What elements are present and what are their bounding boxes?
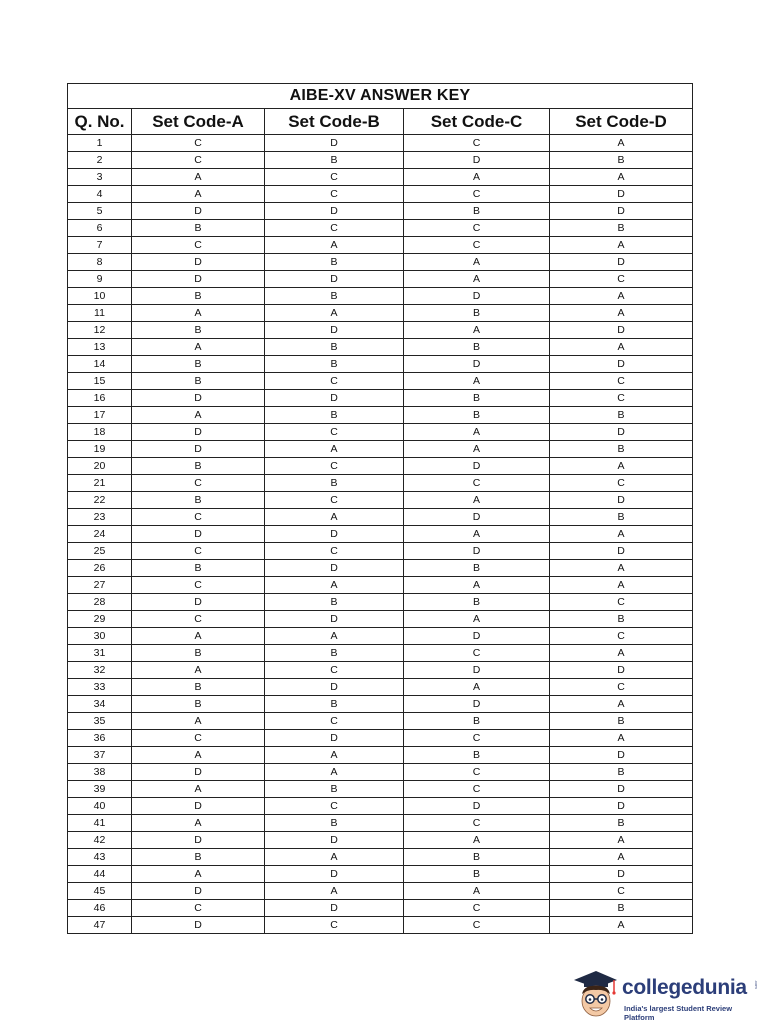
cell-set-a: B bbox=[132, 220, 265, 237]
cell-set-b: D bbox=[265, 866, 404, 883]
cell-set-b: D bbox=[265, 832, 404, 849]
cell-set-a: B bbox=[132, 560, 265, 577]
cell-set-a: A bbox=[132, 407, 265, 424]
cell-q-no: 22 bbox=[68, 492, 132, 509]
cell-set-b: D bbox=[265, 900, 404, 917]
cell-set-b: D bbox=[265, 135, 404, 152]
table-row bbox=[68, 271, 693, 288]
cell-set-d: B bbox=[550, 407, 693, 424]
cell-set-d: D bbox=[550, 322, 693, 339]
cell-q-no: 19 bbox=[68, 441, 132, 458]
cell-set-c: C bbox=[404, 475, 550, 492]
cell-set-d: A bbox=[550, 237, 693, 254]
cell-set-b: C bbox=[265, 186, 404, 203]
cell-set-d: A bbox=[550, 832, 693, 849]
cell-set-a: D bbox=[132, 203, 265, 220]
cell-set-b: A bbox=[265, 509, 404, 526]
header-row bbox=[68, 109, 693, 135]
table-row bbox=[68, 203, 693, 220]
cell-set-c: C bbox=[404, 764, 550, 781]
cell-q-no: 44 bbox=[68, 866, 132, 883]
cell-set-b: A bbox=[265, 628, 404, 645]
cell-set-c: A bbox=[404, 577, 550, 594]
cell-set-c: A bbox=[404, 373, 550, 390]
cell-set-d: C bbox=[550, 594, 693, 611]
cell-set-a: B bbox=[132, 458, 265, 475]
cell-set-c: A bbox=[404, 322, 550, 339]
cell-q-no: 15 bbox=[68, 373, 132, 390]
cell-q-no: 4 bbox=[68, 186, 132, 203]
cell-set-d: A bbox=[550, 560, 693, 577]
table-row bbox=[68, 900, 693, 917]
table-row bbox=[68, 815, 693, 832]
title-row bbox=[68, 84, 693, 109]
cell-set-b: B bbox=[265, 475, 404, 492]
cell-set-a: B bbox=[132, 679, 265, 696]
cell-set-d: D bbox=[550, 798, 693, 815]
cell-set-b: C bbox=[265, 662, 404, 679]
table-row bbox=[68, 356, 693, 373]
cell-set-d: B bbox=[550, 815, 693, 832]
cell-q-no: 10 bbox=[68, 288, 132, 305]
cell-set-a: C bbox=[132, 900, 265, 917]
cell-q-no: 29 bbox=[68, 611, 132, 628]
cell-q-no: 3 bbox=[68, 169, 132, 186]
cell-set-d: D bbox=[550, 254, 693, 271]
cell-set-c: A bbox=[404, 611, 550, 628]
table-row bbox=[68, 390, 693, 407]
cell-set-a: C bbox=[132, 152, 265, 169]
cell-set-a: C bbox=[132, 577, 265, 594]
cell-set-b: B bbox=[265, 696, 404, 713]
cell-set-a: D bbox=[132, 798, 265, 815]
table-row bbox=[68, 577, 693, 594]
cell-set-b: B bbox=[265, 781, 404, 798]
cell-set-a: C bbox=[132, 475, 265, 492]
cell-set-a: D bbox=[132, 441, 265, 458]
cell-set-d: D bbox=[550, 747, 693, 764]
cell-set-a: D bbox=[132, 254, 265, 271]
cell-set-c: D bbox=[404, 288, 550, 305]
cell-q-no: 5 bbox=[68, 203, 132, 220]
answer-rows bbox=[68, 135, 693, 934]
table-title: AIBE-XV ANSWER KEY bbox=[68, 84, 693, 109]
cell-set-a: A bbox=[132, 781, 265, 798]
table-row bbox=[68, 526, 693, 543]
cell-set-a: A bbox=[132, 815, 265, 832]
cell-q-no: 23 bbox=[68, 509, 132, 526]
cell-q-no: 25 bbox=[68, 543, 132, 560]
header-set-a: Set Code-A bbox=[132, 109, 265, 135]
cell-q-no: 16 bbox=[68, 390, 132, 407]
table-row bbox=[68, 781, 693, 798]
cell-set-a: A bbox=[132, 747, 265, 764]
cell-set-c: C bbox=[404, 135, 550, 152]
cell-q-no: 6 bbox=[68, 220, 132, 237]
cell-set-d: D bbox=[550, 662, 693, 679]
cell-set-a: A bbox=[132, 186, 265, 203]
cell-set-a: B bbox=[132, 645, 265, 662]
table-row bbox=[68, 492, 693, 509]
cell-set-b: B bbox=[265, 152, 404, 169]
brand-name: collegedunia bbox=[622, 976, 747, 999]
cell-set-d: A bbox=[550, 169, 693, 186]
cell-set-a: C bbox=[132, 730, 265, 747]
header-set-d: Set Code-D bbox=[550, 109, 693, 135]
cell-set-c: D bbox=[404, 509, 550, 526]
cell-set-c: B bbox=[404, 407, 550, 424]
cell-set-b: B bbox=[265, 645, 404, 662]
cell-set-a: D bbox=[132, 883, 265, 900]
table-row bbox=[68, 458, 693, 475]
cell-set-d: D bbox=[550, 866, 693, 883]
cell-q-no: 38 bbox=[68, 764, 132, 781]
cell-set-a: A bbox=[132, 628, 265, 645]
table-row bbox=[68, 407, 693, 424]
cell-set-b: D bbox=[265, 322, 404, 339]
cell-set-b: C bbox=[265, 373, 404, 390]
cell-set-a: C bbox=[132, 135, 265, 152]
cell-set-b: B bbox=[265, 594, 404, 611]
cell-set-d: D bbox=[550, 424, 693, 441]
cell-set-a: B bbox=[132, 849, 265, 866]
cell-set-b: D bbox=[265, 526, 404, 543]
cell-set-a: B bbox=[132, 356, 265, 373]
table-row bbox=[68, 832, 693, 849]
cell-set-a: D bbox=[132, 271, 265, 288]
cell-set-d: A bbox=[550, 696, 693, 713]
cell-set-c: D bbox=[404, 458, 550, 475]
cell-q-no: 37 bbox=[68, 747, 132, 764]
cell-set-a: A bbox=[132, 662, 265, 679]
table-row bbox=[68, 662, 693, 679]
answer-key-table bbox=[67, 83, 693, 934]
cell-set-c: A bbox=[404, 883, 550, 900]
cell-set-d: B bbox=[550, 441, 693, 458]
cell-set-d: B bbox=[550, 220, 693, 237]
collegedunia-logo bbox=[570, 968, 760, 1020]
cell-set-a: B bbox=[132, 492, 265, 509]
cell-set-c: C bbox=[404, 645, 550, 662]
cell-q-no: 31 bbox=[68, 645, 132, 662]
cell-set-d: A bbox=[550, 577, 693, 594]
cell-set-c: C bbox=[404, 186, 550, 203]
cell-q-no: 41 bbox=[68, 815, 132, 832]
cell-set-b: C bbox=[265, 798, 404, 815]
cell-set-b: D bbox=[265, 271, 404, 288]
cell-q-no: 11 bbox=[68, 305, 132, 322]
cell-q-no: 17 bbox=[68, 407, 132, 424]
table-row bbox=[68, 611, 693, 628]
cell-set-b: A bbox=[265, 441, 404, 458]
cell-set-b: B bbox=[265, 407, 404, 424]
cell-set-a: B bbox=[132, 322, 265, 339]
cell-set-d: A bbox=[550, 288, 693, 305]
cell-q-no: 43 bbox=[68, 849, 132, 866]
cell-set-d: A bbox=[550, 526, 693, 543]
brand-tagline: India's largest Student Review Platform bbox=[624, 1004, 733, 1022]
cell-set-c: D bbox=[404, 152, 550, 169]
table-row bbox=[68, 747, 693, 764]
cell-set-c: B bbox=[404, 849, 550, 866]
cell-set-b: A bbox=[265, 577, 404, 594]
cell-set-d: B bbox=[550, 764, 693, 781]
cell-q-no: 21 bbox=[68, 475, 132, 492]
cell-set-d: B bbox=[550, 900, 693, 917]
cell-set-a: B bbox=[132, 288, 265, 305]
cell-q-no: 13 bbox=[68, 339, 132, 356]
cell-set-b: B bbox=[265, 339, 404, 356]
brand-suffix: .com bbox=[754, 980, 759, 989]
cell-set-c: A bbox=[404, 441, 550, 458]
cell-set-d: C bbox=[550, 390, 693, 407]
cell-set-c: B bbox=[404, 339, 550, 356]
cell-set-d: D bbox=[550, 186, 693, 203]
cell-set-d: A bbox=[550, 339, 693, 356]
cell-set-d: A bbox=[550, 730, 693, 747]
cell-set-a: D bbox=[132, 917, 265, 934]
cell-set-c: A bbox=[404, 424, 550, 441]
cell-set-c: C bbox=[404, 815, 550, 832]
cell-set-b: D bbox=[265, 390, 404, 407]
cell-q-no: 14 bbox=[68, 356, 132, 373]
cell-set-c: B bbox=[404, 390, 550, 407]
cell-q-no: 35 bbox=[68, 713, 132, 730]
table-row bbox=[68, 288, 693, 305]
cell-q-no: 9 bbox=[68, 271, 132, 288]
table-row bbox=[68, 254, 693, 271]
cell-set-d: B bbox=[550, 509, 693, 526]
cell-set-c: A bbox=[404, 169, 550, 186]
cell-set-a: A bbox=[132, 866, 265, 883]
cell-set-c: C bbox=[404, 237, 550, 254]
cell-set-c: C bbox=[404, 220, 550, 237]
cell-set-c: A bbox=[404, 271, 550, 288]
cell-set-d: B bbox=[550, 611, 693, 628]
table-row bbox=[68, 220, 693, 237]
cell-set-b: C bbox=[265, 917, 404, 934]
cell-set-c: D bbox=[404, 662, 550, 679]
cell-set-d: C bbox=[550, 883, 693, 900]
cell-q-no: 8 bbox=[68, 254, 132, 271]
cell-set-a: A bbox=[132, 169, 265, 186]
cell-set-b: D bbox=[265, 679, 404, 696]
cell-q-no: 42 bbox=[68, 832, 132, 849]
cell-q-no: 46 bbox=[68, 900, 132, 917]
table-row bbox=[68, 730, 693, 747]
cell-set-a: C bbox=[132, 237, 265, 254]
cell-set-c: A bbox=[404, 492, 550, 509]
cell-q-no: 33 bbox=[68, 679, 132, 696]
cell-set-b: B bbox=[265, 815, 404, 832]
table-row bbox=[68, 135, 693, 152]
cell-set-b: A bbox=[265, 747, 404, 764]
table-row bbox=[68, 322, 693, 339]
cell-set-c: B bbox=[404, 866, 550, 883]
header-set-b: Set Code-B bbox=[265, 109, 404, 135]
table-row bbox=[68, 237, 693, 254]
cell-set-b: D bbox=[265, 611, 404, 628]
cell-set-c: D bbox=[404, 356, 550, 373]
cell-q-no: 30 bbox=[68, 628, 132, 645]
cell-set-d: A bbox=[550, 305, 693, 322]
cell-set-a: A bbox=[132, 713, 265, 730]
cell-set-b: A bbox=[265, 849, 404, 866]
table-row bbox=[68, 798, 693, 815]
cell-set-a: D bbox=[132, 424, 265, 441]
table-row bbox=[68, 713, 693, 730]
cell-set-c: C bbox=[404, 781, 550, 798]
table-row bbox=[68, 152, 693, 169]
cell-set-b: A bbox=[265, 237, 404, 254]
table-row bbox=[68, 475, 693, 492]
table-row bbox=[68, 849, 693, 866]
table-row bbox=[68, 883, 693, 900]
cell-set-d: C bbox=[550, 373, 693, 390]
cell-q-no: 45 bbox=[68, 883, 132, 900]
cell-set-a: D bbox=[132, 594, 265, 611]
cell-set-d: C bbox=[550, 679, 693, 696]
cell-q-no: 28 bbox=[68, 594, 132, 611]
cell-set-a: A bbox=[132, 305, 265, 322]
cell-set-c: A bbox=[404, 254, 550, 271]
cell-q-no: 1 bbox=[68, 135, 132, 152]
table-row bbox=[68, 645, 693, 662]
cell-set-c: B bbox=[404, 747, 550, 764]
table-row bbox=[68, 696, 693, 713]
cell-set-c: B bbox=[404, 305, 550, 322]
table-row bbox=[68, 169, 693, 186]
cell-set-a: D bbox=[132, 390, 265, 407]
cell-set-b: C bbox=[265, 220, 404, 237]
cell-set-c: C bbox=[404, 730, 550, 747]
cell-set-d: C bbox=[550, 628, 693, 645]
table-row bbox=[68, 509, 693, 526]
table-row bbox=[68, 679, 693, 696]
cell-q-no: 32 bbox=[68, 662, 132, 679]
table-row bbox=[68, 424, 693, 441]
cell-set-d: C bbox=[550, 271, 693, 288]
cell-set-a: C bbox=[132, 611, 265, 628]
table-row bbox=[68, 441, 693, 458]
cell-set-b: C bbox=[265, 424, 404, 441]
cell-set-d: D bbox=[550, 356, 693, 373]
cell-q-no: 27 bbox=[68, 577, 132, 594]
cell-q-no: 36 bbox=[68, 730, 132, 747]
cell-set-b: C bbox=[265, 713, 404, 730]
cell-set-b: A bbox=[265, 883, 404, 900]
cell-set-c: C bbox=[404, 900, 550, 917]
table-row bbox=[68, 917, 693, 934]
cell-set-d: A bbox=[550, 645, 693, 662]
table-row bbox=[68, 560, 693, 577]
cell-set-c: D bbox=[404, 696, 550, 713]
cell-set-a: C bbox=[132, 509, 265, 526]
cell-set-c: C bbox=[404, 917, 550, 934]
cell-set-d: A bbox=[550, 458, 693, 475]
cell-set-c: D bbox=[404, 543, 550, 560]
cell-set-b: C bbox=[265, 169, 404, 186]
cell-set-d: D bbox=[550, 781, 693, 798]
header-set-c: Set Code-C bbox=[404, 109, 550, 135]
cell-set-c: A bbox=[404, 526, 550, 543]
cell-set-b: D bbox=[265, 560, 404, 577]
cell-set-b: C bbox=[265, 492, 404, 509]
cell-set-c: B bbox=[404, 713, 550, 730]
cell-set-a: A bbox=[132, 339, 265, 356]
cell-set-c: D bbox=[404, 628, 550, 645]
cell-set-d: A bbox=[550, 917, 693, 934]
cell-q-no: 18 bbox=[68, 424, 132, 441]
cell-set-d: D bbox=[550, 203, 693, 220]
cell-q-no: 20 bbox=[68, 458, 132, 475]
cell-set-d: D bbox=[550, 543, 693, 560]
cell-q-no: 47 bbox=[68, 917, 132, 934]
cell-q-no: 24 bbox=[68, 526, 132, 543]
cell-set-b: D bbox=[265, 730, 404, 747]
cell-set-b: A bbox=[265, 764, 404, 781]
cell-set-d: D bbox=[550, 492, 693, 509]
table-row bbox=[68, 628, 693, 645]
cell-q-no: 7 bbox=[68, 237, 132, 254]
cell-set-a: B bbox=[132, 696, 265, 713]
table-row bbox=[68, 339, 693, 356]
cell-set-b: C bbox=[265, 458, 404, 475]
cell-set-c: A bbox=[404, 679, 550, 696]
cell-set-b: B bbox=[265, 288, 404, 305]
cell-set-b: D bbox=[265, 203, 404, 220]
cell-q-no: 2 bbox=[68, 152, 132, 169]
cell-set-a: D bbox=[132, 526, 265, 543]
cell-set-c: B bbox=[404, 560, 550, 577]
cell-q-no: 26 bbox=[68, 560, 132, 577]
cell-set-d: C bbox=[550, 475, 693, 492]
cell-set-b: B bbox=[265, 356, 404, 373]
cell-set-b: A bbox=[265, 305, 404, 322]
table-row bbox=[68, 373, 693, 390]
cell-set-b: B bbox=[265, 254, 404, 271]
cell-q-no: 12 bbox=[68, 322, 132, 339]
cell-q-no: 34 bbox=[68, 696, 132, 713]
table-row bbox=[68, 186, 693, 203]
cell-set-d: B bbox=[550, 152, 693, 169]
cell-set-c: D bbox=[404, 798, 550, 815]
header-q-no: Q. No. bbox=[68, 109, 132, 135]
table-row bbox=[68, 764, 693, 781]
cell-set-d: A bbox=[550, 135, 693, 152]
student-mascot-icon bbox=[570, 968, 620, 1020]
cell-set-c: B bbox=[404, 594, 550, 611]
cell-set-b: C bbox=[265, 543, 404, 560]
table-row bbox=[68, 543, 693, 560]
cell-set-a: C bbox=[132, 543, 265, 560]
cell-q-no: 40 bbox=[68, 798, 132, 815]
cell-set-a: D bbox=[132, 832, 265, 849]
table-row bbox=[68, 594, 693, 611]
cell-set-c: B bbox=[404, 203, 550, 220]
cell-q-no: 39 bbox=[68, 781, 132, 798]
table-row bbox=[68, 866, 693, 883]
cell-set-d: B bbox=[550, 713, 693, 730]
cell-set-a: D bbox=[132, 764, 265, 781]
cell-set-d: A bbox=[550, 849, 693, 866]
cell-set-c: A bbox=[404, 832, 550, 849]
table-row bbox=[68, 305, 693, 322]
cell-set-a: B bbox=[132, 373, 265, 390]
